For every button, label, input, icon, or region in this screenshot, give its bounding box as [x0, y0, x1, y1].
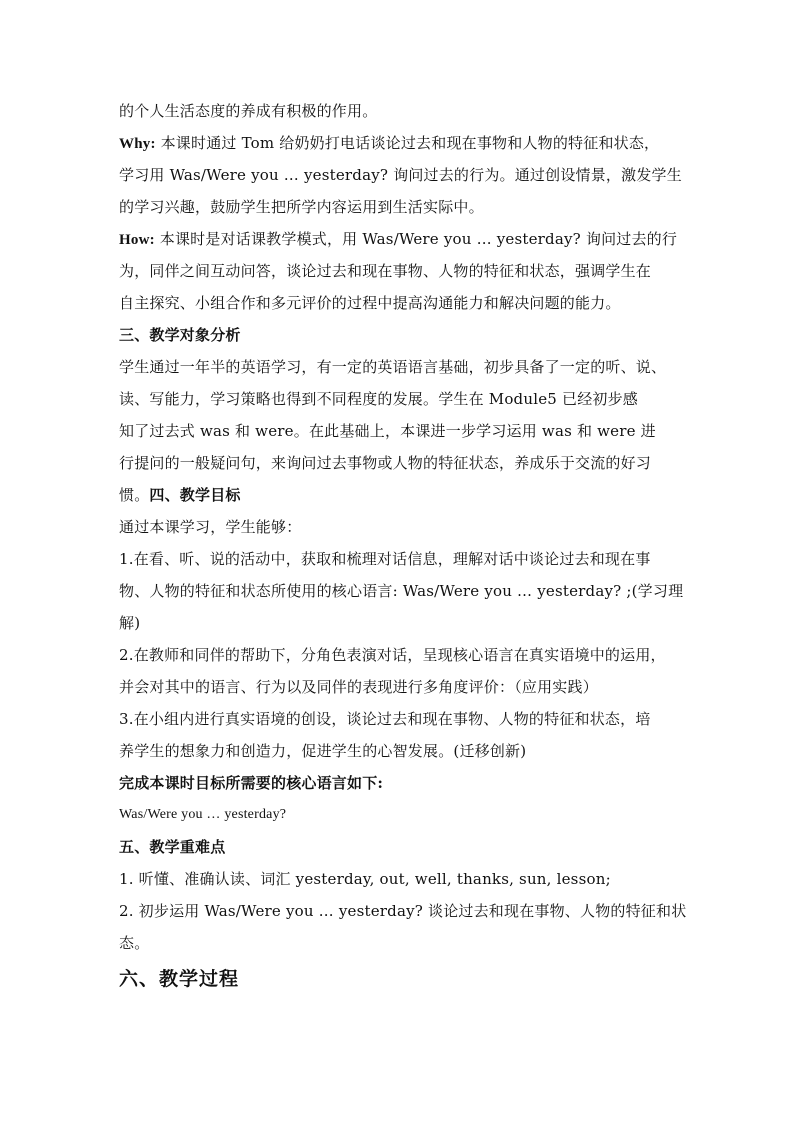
why-text: 本课时通过 Tom 给奶奶打电话谈论过去和现在事物和人物的特征和状态， — [155, 134, 660, 152]
how-text: 本课时是对话课教学模式，用 Was/Were you … yesterday? 询问过去的行 — [154, 230, 678, 248]
why-paragraph-line-2: 学习用 Was/Were you … yesterday? 询问过去的行为。通过创设情景，激发学生 — [119, 166, 682, 184]
section3-line-4: 行提问的一般疑问句，来询问过去事物或人物的特征状态，养成乐于交流的好习 — [119, 454, 652, 472]
goal2-line-1: 2.在教师和同伴的帮助下，分角色表演对话，呈现核心语言在真实语境中的运用， — [119, 646, 666, 664]
section-heading-4: 四、教学目标 — [149, 486, 241, 504]
section-heading-6: 六、教学过程 — [119, 968, 240, 990]
section3-line-2: 读、写能力，学习策略也得到不同程度的发展。学生在 Module5 已经初步感 — [119, 390, 639, 408]
core-language-sentence: Was/Were you … yesterday? — [119, 807, 287, 822]
why-label: Why: — [119, 136, 156, 152]
paragraph-line: 的个人生活态度的养成有积极的作用。 — [119, 102, 378, 120]
objectives-intro: 通过本课学习，学生能够： — [119, 518, 302, 536]
how-paragraph-line-3: 自主探究、小组合作和多元评价的过程中提高沟通能力和解决问题的能力。 — [119, 294, 621, 312]
section3-tail: 惯。 — [119, 486, 150, 504]
goal2-line-2: 并会对其中的语言、行为以及同伴的表现进行多角度评价：（应用实践） — [119, 678, 598, 696]
why-paragraph-line-3: 的学习兴趣，鼓励学生把所学内容运用到生活实际中。 — [119, 198, 484, 216]
section3-line-1: 学生通过一年半的英语学习，有一定的英语语言基础，初步具备了一定的听、说、 — [119, 358, 667, 376]
key-point-2-line-1: 2. 初步运用 Was/Were you … yesterday? 谈论过去和现在事物、人物的特征和状 — [119, 902, 687, 920]
section3-line-5 — [119, 485, 241, 505]
goal3-line-2: 养学生的想象力和创造力，促进学生的心智发展。(迁移创新) — [119, 742, 527, 760]
how-paragraph-line-2: 为，同伴之间互动问答，谈论过去和现在事物、人物的特征和状态，强调学生在 — [119, 262, 652, 280]
why-paragraph-line-1 — [119, 133, 659, 154]
section-heading-3: 三、教学对象分析 — [119, 326, 241, 344]
section-heading-5: 五、教学重难点 — [119, 838, 226, 856]
goal3-line-1: 3.在小组内进行真实语境的创设，谈论过去和现在事物、人物的特征和状态，培 — [119, 710, 651, 728]
goal1-line-3: 解) — [119, 614, 141, 632]
key-point-2-line-2: 态。 — [119, 934, 150, 952]
how-label: How: — [119, 232, 155, 248]
core-language-title: 完成本课时目标所需要的核心语言如下: — [119, 774, 384, 792]
key-point-1: 1. 听懂、准确认读、词汇 yesterday, out, well, thanks, sun, lesson; — [119, 870, 611, 888]
section3-line-3: 知了过去式 was 和 were。在此基础上，本课进一步学习运用 was 和 were 进 — [119, 422, 656, 440]
goal1-line-2: 物、人物的特征和状态所使用的核心语言: Was/Were you … yesterday? ;(学习理 — [119, 582, 684, 600]
how-paragraph-line-1 — [119, 229, 677, 250]
goal1-line-1: 1.在看、听、说的活动中，获取和梳理对话信息，理解对话中谈论过去和现在事 — [119, 550, 651, 568]
